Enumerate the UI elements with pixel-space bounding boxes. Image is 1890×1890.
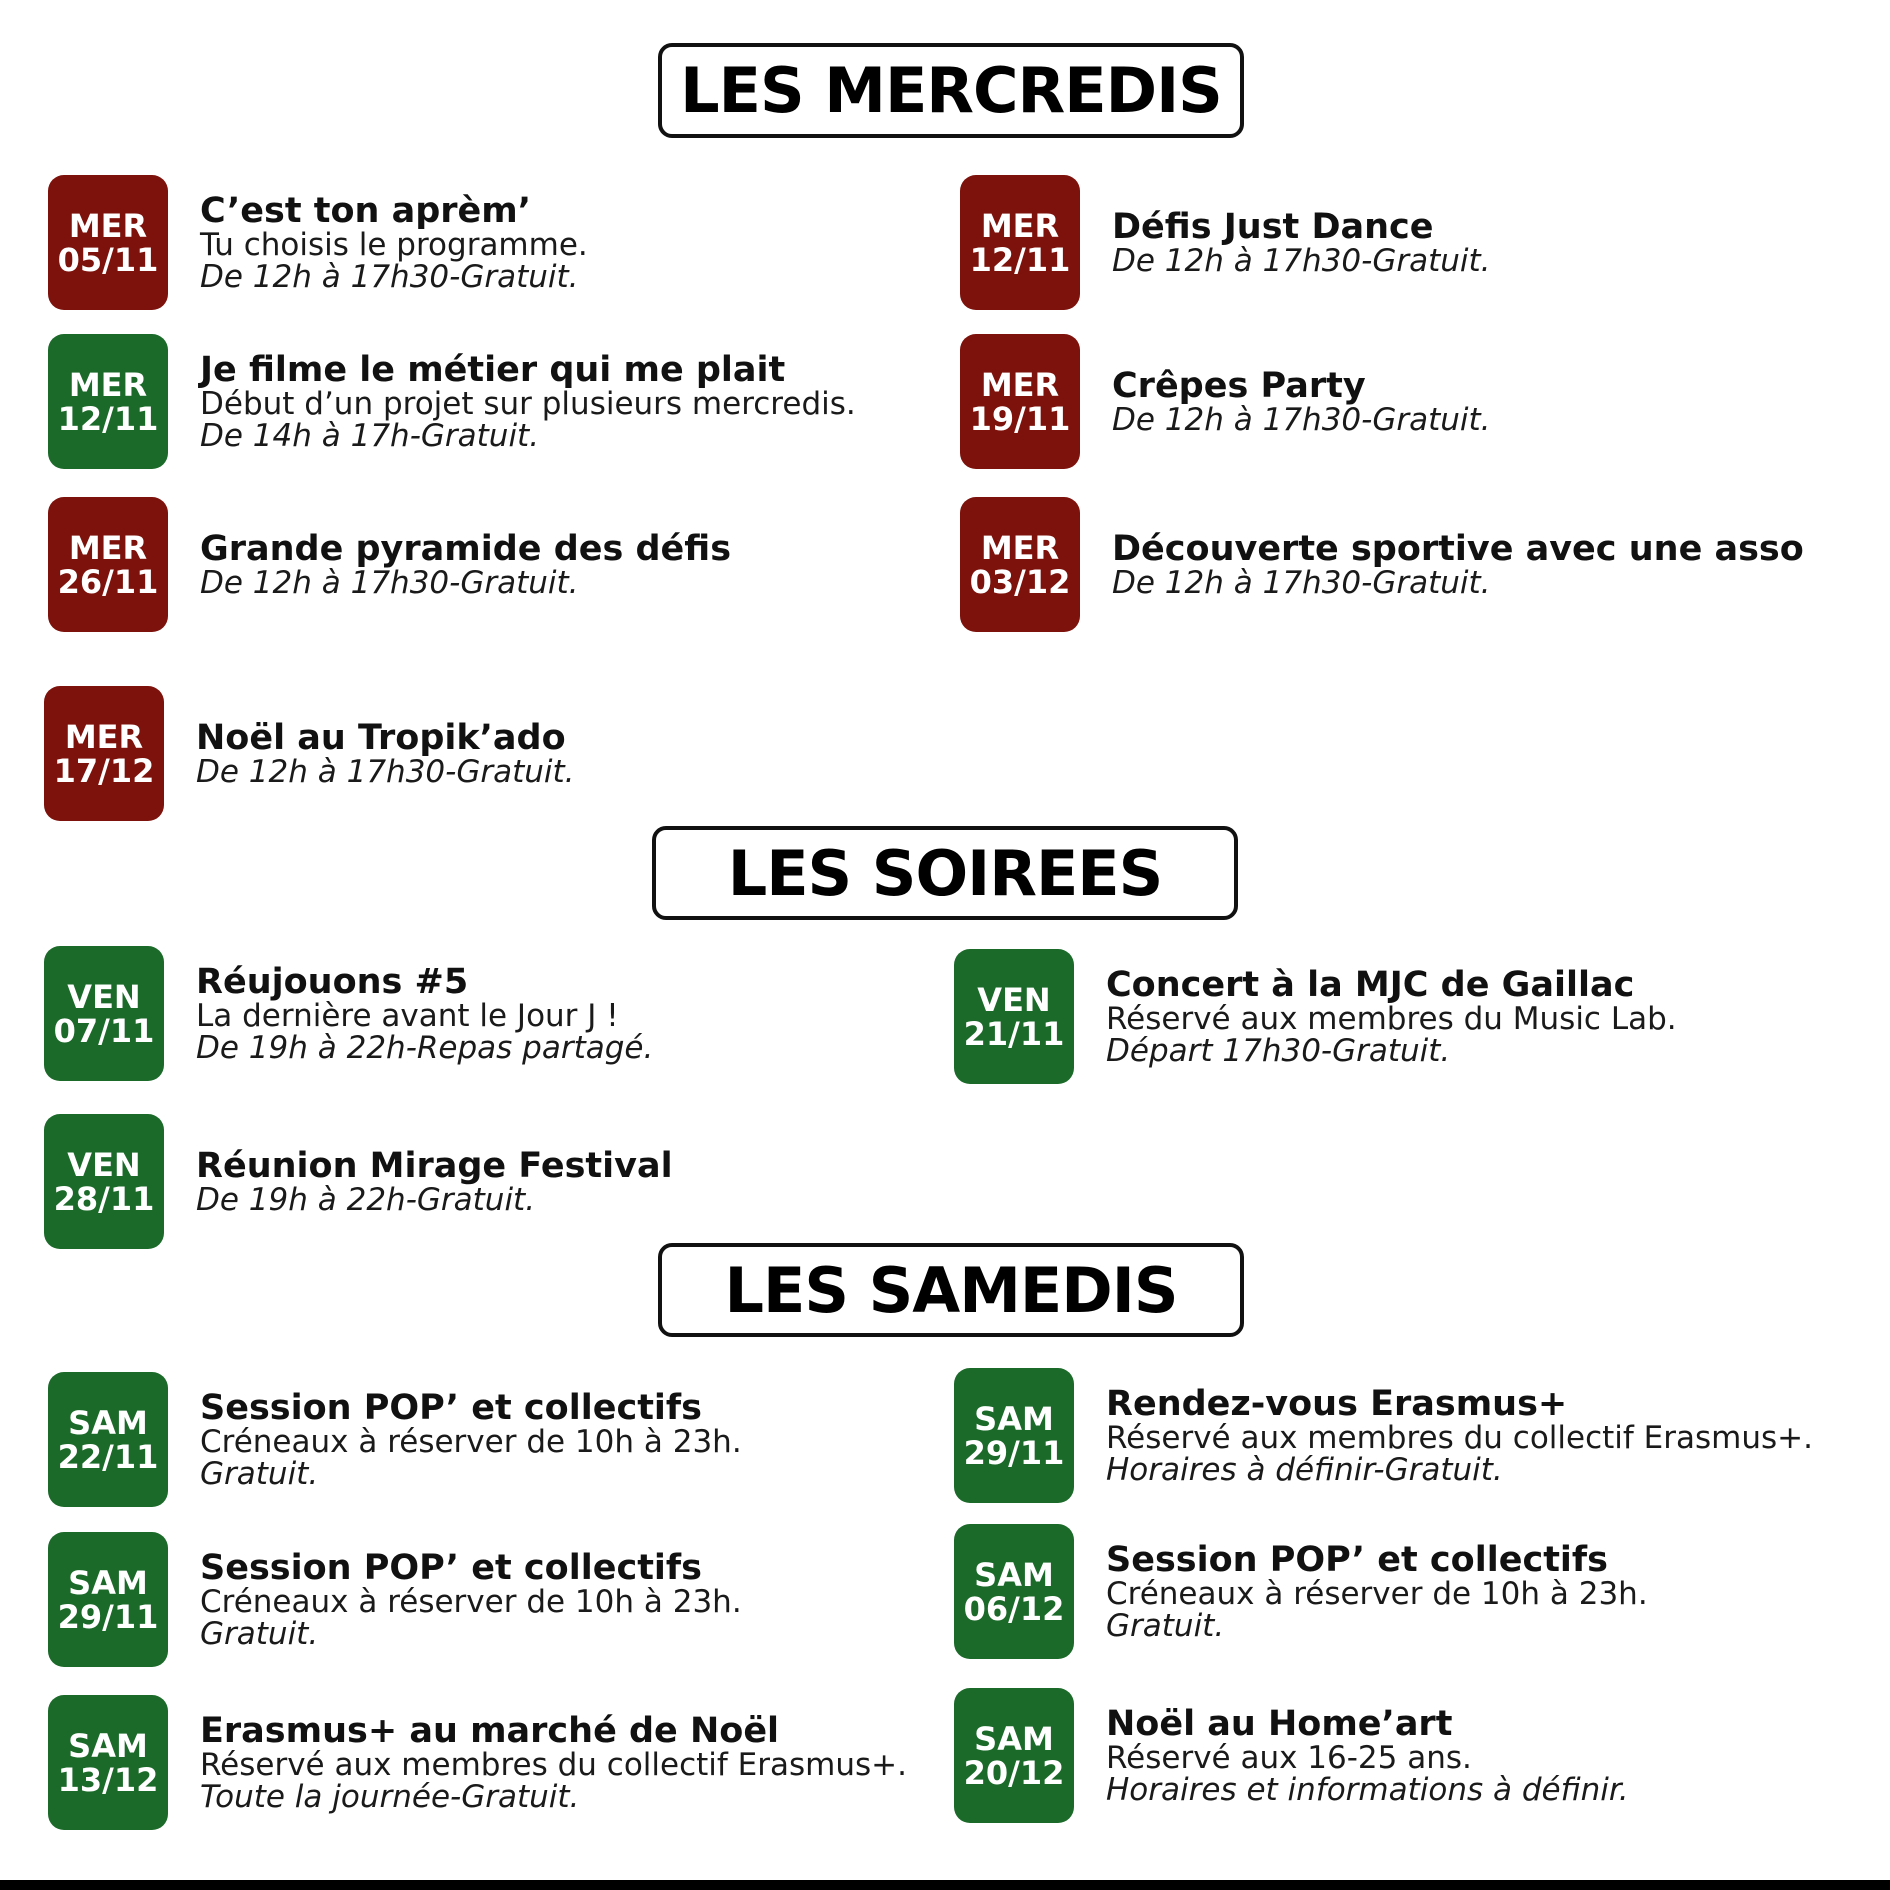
section-title-mercredis: LES MERCREDIS: [658, 43, 1244, 138]
event-info: [200, 190, 588, 295]
date-badge: [48, 497, 168, 632]
event-title: Rendez-vous Erasmus+: [1106, 1383, 1568, 1424]
date-badge: [48, 175, 168, 310]
date-badge: [48, 1532, 168, 1667]
event-detail: Tu choisis le programme.: [200, 226, 588, 263]
date-badge: [44, 946, 164, 1081]
event-info: [200, 349, 856, 454]
badge-day: MER: [980, 365, 1060, 404]
event-schedule: Toute la journée-Gratuit.: [200, 1778, 580, 1815]
event-card: [44, 946, 924, 1081]
event-title: Crêpes Party: [1112, 365, 1366, 406]
event-detail: De 12h à 17h30-Gratuit.: [1112, 401, 1491, 438]
event-info: [200, 1387, 742, 1492]
badge-date: 20/12: [963, 1753, 1065, 1792]
event-info: [200, 1547, 742, 1652]
event-title: Défis Just Dance: [1112, 206, 1434, 247]
date-badge: [48, 1372, 168, 1507]
date-badge: [960, 334, 1080, 469]
date-badge: [48, 1695, 168, 1830]
event-detail: Créneaux à réserver de 10h à 23h.: [1106, 1575, 1648, 1612]
event-title: Erasmus+ au marché de Noël: [200, 1710, 780, 1751]
event-title: Session POP’ et collectifs: [200, 1547, 702, 1588]
event-schedule: Horaires à définir-Gratuit.: [1106, 1451, 1503, 1488]
badge-date: 03/12: [969, 562, 1071, 601]
event-card: [960, 334, 1840, 469]
event-detail: Créneaux à réserver de 10h à 23h.: [200, 1583, 742, 1620]
event-info: [1106, 1539, 1648, 1644]
badge-day: SAM: [974, 1719, 1054, 1758]
badge-day: MER: [68, 206, 148, 245]
event-schedule: De 14h à 17h-Gratuit.: [200, 417, 540, 454]
event-detail: Réservé aux 16-25 ans.: [1106, 1739, 1472, 1776]
event-detail: La dernière avant le Jour J !: [196, 997, 619, 1034]
event-schedule: Horaires et informations à définir.: [1106, 1771, 1629, 1808]
event-info: [1112, 365, 1491, 438]
section-title-samedis: LES SAMEDIS: [658, 1243, 1244, 1337]
event-title: C’est ton aprèm’: [200, 190, 532, 231]
event-detail: Créneaux à réserver de 10h à 23h.: [200, 1423, 742, 1460]
badge-day: SAM: [68, 1403, 148, 1442]
event-schedule: Gratuit.: [1106, 1607, 1225, 1644]
event-schedule: Gratuit.: [200, 1615, 319, 1652]
badge-date: 26/11: [57, 562, 159, 601]
date-badge: [44, 686, 164, 821]
event-info: [1106, 964, 1677, 1069]
event-info: [1106, 1703, 1629, 1808]
section-title-soirees: LES SOIREES: [652, 826, 1238, 920]
badge-day: SAM: [68, 1563, 148, 1602]
date-badge: [44, 1114, 164, 1249]
event-info: [196, 961, 654, 1066]
date-badge: [48, 334, 168, 469]
event-card: [48, 1372, 928, 1507]
event-detail: De 19h à 22h-Gratuit.: [196, 1181, 536, 1218]
badge-day: MER: [64, 717, 144, 756]
badge-day: SAM: [974, 1555, 1054, 1594]
event-info: [196, 1145, 673, 1218]
event-info: [200, 528, 732, 601]
event-detail: De 12h à 17h30-Gratuit.: [200, 564, 579, 601]
event-detail: Début d’un projet sur plusieurs mercredis.: [200, 385, 856, 422]
badge-date: 19/11: [969, 399, 1071, 438]
event-detail: Réservé aux membres du Music Lab.: [1106, 1000, 1677, 1037]
event-card: [954, 1524, 1834, 1659]
event-info: [200, 1710, 907, 1815]
event-title: Session POP’ et collectifs: [200, 1387, 702, 1428]
event-detail: Réservé aux membres du collectif Erasmus+.: [1106, 1419, 1813, 1456]
event-title: Je filme le métier qui me plait: [200, 349, 786, 390]
badge-date: 29/11: [963, 1433, 1065, 1472]
event-detail: De 12h à 17h30-Gratuit.: [1112, 242, 1491, 279]
date-badge: [954, 1368, 1074, 1503]
event-info: [1106, 1383, 1813, 1488]
event-schedule: De 19h à 22h-Repas partagé.: [196, 1029, 654, 1066]
event-title: Concert à la MJC de Gaillac: [1106, 964, 1635, 1005]
event-title: Réujouons #5: [196, 961, 469, 1002]
event-card: [44, 1114, 924, 1249]
event-title: Réunion Mirage Festival: [196, 1145, 673, 1186]
badge-date: 17/12: [53, 751, 155, 790]
event-schedule: Départ 17h30-Gratuit.: [1106, 1032, 1451, 1069]
event-detail: De 12h à 17h30-Gratuit.: [196, 753, 575, 790]
badge-date: 06/12: [963, 1589, 1065, 1628]
badge-day: SAM: [68, 1726, 148, 1765]
event-info: [1112, 528, 1804, 601]
badge-day: MER: [980, 206, 1060, 245]
event-schedule: Gratuit.: [200, 1455, 319, 1492]
event-card: [954, 1368, 1834, 1503]
badge-day: SAM: [974, 1399, 1054, 1438]
event-card: [960, 497, 1840, 632]
badge-date: 12/11: [57, 399, 159, 438]
badge-date: 28/11: [53, 1179, 155, 1218]
event-detail: Réservé aux membres du collectif Erasmus+.: [200, 1746, 907, 1783]
date-badge: [954, 1688, 1074, 1823]
badge-date: 12/11: [969, 240, 1071, 279]
event-schedule: De 12h à 17h30-Gratuit.: [200, 258, 579, 295]
event-card: [48, 497, 928, 632]
badge-day: MER: [68, 528, 148, 567]
event-card: [960, 175, 1840, 310]
event-detail: De 12h à 17h30-Gratuit.: [1112, 564, 1491, 601]
event-card: [954, 949, 1834, 1084]
event-title: Grande pyramide des défis: [200, 528, 732, 569]
event-title: Noël au Tropik’ado: [196, 717, 566, 758]
event-card: [48, 1532, 928, 1667]
date-badge: [960, 497, 1080, 632]
event-info: [1112, 206, 1491, 279]
date-badge: [954, 1524, 1074, 1659]
badge-date: 22/11: [57, 1437, 159, 1476]
badge-date: 07/11: [53, 1011, 155, 1050]
badge-date: 21/11: [963, 1014, 1065, 1053]
date-badge: [960, 175, 1080, 310]
event-card: [48, 1695, 928, 1830]
date-badge: [954, 949, 1074, 1084]
event-title: Session POP’ et collectifs: [1106, 1539, 1608, 1580]
badge-day: VEN: [67, 1145, 141, 1184]
event-title: Noël au Home’art: [1106, 1703, 1453, 1744]
badge-date: 29/11: [57, 1597, 159, 1636]
event-card: [48, 334, 928, 469]
event-card: [48, 175, 928, 310]
event-card: [954, 1688, 1834, 1823]
event-info: [196, 717, 575, 790]
badge-date: 05/11: [57, 240, 159, 279]
bottom-rule: [0, 1880, 1890, 1890]
badge-day: MER: [68, 365, 148, 404]
event-title: Découverte sportive avec une asso: [1112, 528, 1804, 569]
badge-date: 13/12: [57, 1760, 159, 1799]
event-card: [44, 686, 924, 821]
badge-day: VEN: [977, 980, 1051, 1019]
badge-day: MER: [980, 528, 1060, 567]
badge-day: VEN: [67, 977, 141, 1016]
